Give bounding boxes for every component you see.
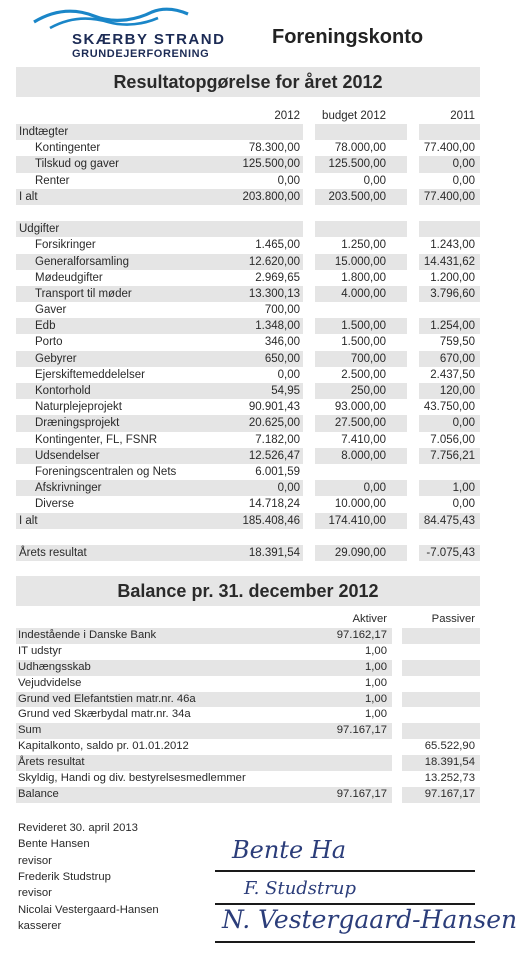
result-value-budget: 1.250,00 <box>341 239 386 252</box>
treasurer-name: Nicolai Vestergaard-Hansen <box>18 904 159 916</box>
result-value-2011: -7.075,43 <box>426 546 475 559</box>
result-row <box>16 529 480 545</box>
result-value-budget: 250,00 <box>350 385 386 397</box>
result-row-label: Kontingenter <box>35 142 101 155</box>
column-divider <box>392 628 402 644</box>
column-divider <box>392 755 402 771</box>
result-value-2012: 78.300,00 <box>248 142 300 155</box>
result-value-2011: 1.200,00 <box>430 271 475 284</box>
column-divider <box>407 221 419 237</box>
balance-row-label: Kapitalkonto, saldo pr. 01.01.2012 <box>18 740 189 753</box>
result-value-budget: 174.410,00 <box>328 514 386 527</box>
result-row-label: Udsendelser <box>35 449 100 462</box>
result-value-budget: 0,00 <box>363 482 386 495</box>
result-row-label: I alt <box>19 190 38 203</box>
result-value-2011: 7.056,00 <box>430 433 475 446</box>
result-value-2011: 43.750,00 <box>423 401 475 414</box>
result-table <box>16 124 480 561</box>
column-divider <box>407 513 419 529</box>
balance-value-passiver: 13.252,73 <box>424 772 475 785</box>
result-row-label: Edb <box>35 320 56 333</box>
treasurer-role: kasserer <box>18 920 62 932</box>
column-divider <box>303 448 315 464</box>
balance-row <box>16 676 480 692</box>
balance-table <box>16 628 480 803</box>
result-value-2011: 0,00 <box>452 498 475 511</box>
result-row <box>16 318 480 334</box>
column-divider <box>407 383 419 399</box>
column-divider <box>407 448 419 464</box>
result-value-budget: 125.500,00 <box>328 158 386 171</box>
result-value-2012: 14.718,24 <box>248 498 300 511</box>
result-value-2012: 54,95 <box>271 385 300 397</box>
audit-date: Revideret 30. april 2013 <box>18 822 138 834</box>
balance-row <box>16 660 480 676</box>
result-value-budget: 0,00 <box>363 174 386 187</box>
auditor1-name: Bente Hansen <box>18 838 90 850</box>
result-value-2012: 0,00 <box>277 368 300 381</box>
result-value-2012: 700,00 <box>264 304 300 317</box>
logo-name: SKÆRBY STRAND <box>72 31 226 48</box>
result-value-2012: 0,00 <box>277 174 300 187</box>
signature-1: Bente Ha <box>232 836 347 864</box>
result-value-2012: 7.182,00 <box>255 433 300 446</box>
balance-row-label: Vejudvidelse <box>18 676 82 689</box>
result-value-budget: 1.800,00 <box>341 271 386 284</box>
result-value-2011: 77.400,00 <box>423 142 475 155</box>
result-value-2011: 120,00 <box>439 385 475 397</box>
balance-row-label: Indestående i Danske Bank <box>18 629 157 641</box>
balance-row <box>16 755 480 771</box>
result-row-label: Kontorhold <box>35 385 91 397</box>
result-value-2012: 6.001,59 <box>255 465 300 478</box>
result-row <box>16 432 480 448</box>
result-value-2012: 1.348,00 <box>255 320 300 333</box>
column-divider <box>407 254 419 270</box>
column-divider <box>407 318 419 334</box>
result-value-budget: 78.000,00 <box>334 142 386 155</box>
balance-row <box>16 739 480 755</box>
result-value-2011: 670,00 <box>439 352 475 365</box>
balance-row-label: Årets resultat <box>18 756 85 769</box>
result-value-2011: 1.254,00 <box>430 320 475 333</box>
result-row <box>16 205 480 221</box>
result-row <box>16 286 480 302</box>
column-divider <box>303 254 315 270</box>
balance-value-passiver: 97.167,17 <box>424 787 475 800</box>
column-divider <box>392 723 402 739</box>
result-value-budget: 27.500,00 <box>334 417 386 430</box>
balance-value-aktiver: 1,00 <box>365 708 387 721</box>
result-value-2012: 185.408,46 <box>242 514 300 527</box>
result-row-label: Renter <box>35 174 70 187</box>
result-row <box>16 351 480 367</box>
balance-row <box>16 787 480 803</box>
result-row-label: Gaver <box>35 304 67 317</box>
waves-icon <box>32 6 192 30</box>
result-row <box>16 189 480 205</box>
balance-value-aktiver: 1,00 <box>365 660 387 673</box>
result-row <box>16 237 480 253</box>
balance-value-aktiver: 97.167,17 <box>336 724 387 737</box>
column-divider <box>303 318 315 334</box>
column-divider <box>392 787 402 803</box>
balance-row-label: Sum <box>18 724 42 737</box>
result-value-2012: 1.465,00 <box>255 239 300 252</box>
balance-row <box>16 723 480 739</box>
result-row-label: Generalforsamling <box>35 255 129 268</box>
result-row <box>16 302 480 318</box>
result-value-2012: 203.800,00 <box>242 190 300 203</box>
document-title: Foreningskonto <box>272 26 424 48</box>
result-value-budget: 10.000,00 <box>334 498 386 511</box>
result-value-budget: 93.000,00 <box>334 401 386 414</box>
column-divider <box>303 189 315 205</box>
result-row <box>16 367 480 383</box>
result-row <box>16 124 480 140</box>
result-row <box>16 513 480 529</box>
auditor1-role: revisor <box>18 855 52 867</box>
result-value-2011: 7.756,21 <box>430 449 475 462</box>
result-row-label: Årets resultat <box>19 546 87 559</box>
column-divider <box>392 660 402 676</box>
balance-row-label: Balance <box>18 787 59 800</box>
signature-line-1 <box>215 870 475 872</box>
result-row-label: Tilskud og gaver <box>35 158 119 171</box>
result-row-label: Diverse <box>35 498 74 511</box>
column-divider <box>303 221 315 237</box>
result-row <box>16 156 480 172</box>
column-divider <box>303 286 315 302</box>
balance-row <box>16 707 480 723</box>
result-value-budget: 2.500,00 <box>341 368 386 381</box>
balance-value-passiver: 18.391,54 <box>424 756 475 769</box>
auditor2-role: revisor <box>18 887 52 899</box>
result-row <box>16 254 480 270</box>
result-value-2012: 650,00 <box>264 352 300 365</box>
result-row <box>16 270 480 286</box>
result-value-2012: 13.300,13 <box>248 287 300 300</box>
balance-value-passiver: 65.522,90 <box>424 740 475 753</box>
result-value-2011: 2.437,50 <box>430 368 475 381</box>
balance-value-aktiver: 97.162,17 <box>336 629 387 641</box>
result-value-2011: 0,00 <box>452 174 475 187</box>
balance-column-headers <box>16 612 480 628</box>
balance-section-title: Balance pr. 31. december 2012 <box>16 576 480 606</box>
result-value-2011: 0,00 <box>452 158 475 171</box>
result-value-budget: 1.500,00 <box>341 336 386 349</box>
result-value-budget: 203.500,00 <box>328 190 386 203</box>
result-value-2012: 0,00 <box>277 482 300 495</box>
column-divider <box>407 124 419 140</box>
signature-2: F. Studstrup <box>244 878 356 899</box>
column-divider <box>303 415 315 431</box>
result-section-title: Resultatopgørelse for året 2012 <box>16 67 480 97</box>
result-value-budget: 1.500,00 <box>341 320 386 333</box>
result-row-label: Dræningsprojekt <box>35 417 120 430</box>
result-row-label: Naturplejeprojekt <box>35 401 122 414</box>
column-divider <box>407 351 419 367</box>
column-divider <box>407 545 419 561</box>
balance-value-aktiver: 1,00 <box>365 676 387 689</box>
result-row-label: Udgifter <box>19 223 60 236</box>
result-row <box>16 383 480 399</box>
balance-row-label: Grund ved Elefantstien matr.nr. 46a <box>18 692 196 705</box>
result-row <box>16 448 480 464</box>
result-value-2012: 2.969,65 <box>255 271 300 284</box>
column-divider <box>303 156 315 172</box>
balance-value-aktiver: 1,00 <box>365 692 387 705</box>
balance-value-aktiver: 97.167,17 <box>336 787 387 800</box>
result-row <box>16 464 480 480</box>
col-header-2011: 2011 <box>450 110 475 122</box>
column-divider <box>303 480 315 496</box>
result-value-budget: 8.000,00 <box>341 449 386 462</box>
result-row <box>16 399 480 415</box>
result-value-2011: 0,00 <box>452 417 475 430</box>
result-value-2012: 20.625,00 <box>248 417 300 430</box>
result-row-label: Gebyrer <box>35 352 77 365</box>
balance-row-label: Skyldig, Handi og div. bestyrelsesmedlemmer <box>18 772 246 785</box>
column-divider <box>392 692 402 708</box>
balance-row-label: Grund ved Skærbydal matr.nr. 34a <box>18 708 191 721</box>
auditor2-name: Frederik Studstrup <box>18 871 111 883</box>
result-row-label: Kontingenter, FL, FSNR <box>35 433 158 446</box>
result-row <box>16 415 480 431</box>
result-row-label: Afskrivninger <box>35 482 102 495</box>
result-row-label: Foreningscentralen og Nets <box>35 465 177 478</box>
column-divider <box>407 156 419 172</box>
result-value-2011: 3.796,60 <box>430 287 475 300</box>
result-value-2012: 12.526,47 <box>248 449 300 462</box>
col-header-2012: 2012 <box>274 110 300 122</box>
balance-row <box>16 692 480 708</box>
result-value-2011: 1.243,00 <box>430 239 475 252</box>
result-row <box>16 496 480 512</box>
column-divider <box>303 351 315 367</box>
association-logo <box>20 4 240 60</box>
result-value-2012: 346,00 <box>264 336 300 349</box>
result-value-budget: 29.090,00 <box>334 546 386 559</box>
column-divider <box>407 415 419 431</box>
result-row <box>16 480 480 496</box>
result-row-label: Ejerskiftemeddelelser <box>35 368 145 381</box>
col-header-aktiver: Aktiver <box>352 613 387 625</box>
column-divider <box>303 383 315 399</box>
column-divider <box>303 545 315 561</box>
result-value-2011: 14.431,62 <box>423 255 475 268</box>
balance-row-label: Udhængsskab <box>18 660 91 673</box>
result-row-label: Porto <box>35 336 63 349</box>
result-value-2011: 1,00 <box>452 482 475 495</box>
result-column-headers <box>16 108 480 124</box>
logo-subname: GRUNDEJERFORENING <box>72 48 210 60</box>
result-row-label: Indtægter <box>19 126 69 138</box>
result-value-2011: 77.400,00 <box>423 190 475 203</box>
result-row <box>16 173 480 189</box>
result-value-budget: 4.000,00 <box>341 287 386 300</box>
result-value-2011: 84.475,43 <box>423 514 475 527</box>
result-value-budget: 7.410,00 <box>341 433 386 446</box>
column-divider <box>407 286 419 302</box>
result-row-label: Forsikringer <box>35 239 96 252</box>
col-header-passiver: Passiver <box>431 613 475 625</box>
result-row-label: Mødeudgifter <box>35 271 103 284</box>
result-value-2012: 18.391,54 <box>248 546 300 559</box>
balance-row-label: IT udstyr <box>18 644 62 657</box>
signature-line-3 <box>215 941 475 943</box>
col-header-budget-2012: budget 2012 <box>322 110 386 122</box>
result-value-2012: 12.620,00 <box>248 255 300 268</box>
balance-row <box>16 628 480 644</box>
result-value-2012: 90.901,43 <box>248 401 300 414</box>
balance-row <box>16 771 480 787</box>
result-row <box>16 140 480 156</box>
column-divider <box>407 480 419 496</box>
column-divider <box>407 189 419 205</box>
result-row-label: I alt <box>19 514 38 527</box>
result-row <box>16 221 480 237</box>
signature-3: N. Vestergaard-Hansen <box>222 905 518 934</box>
result-row <box>16 334 480 350</box>
column-divider <box>303 513 315 529</box>
result-row-label: Transport til møder <box>35 287 132 300</box>
balance-row <box>16 644 480 660</box>
result-value-2011: 759,50 <box>439 336 475 349</box>
result-value-budget: 700,00 <box>350 352 386 365</box>
result-value-budget: 15.000,00 <box>334 255 386 268</box>
column-divider <box>303 124 315 140</box>
result-row <box>16 545 480 561</box>
balance-value-aktiver: 1,00 <box>365 644 387 657</box>
result-value-2012: 125.500,00 <box>242 158 300 171</box>
